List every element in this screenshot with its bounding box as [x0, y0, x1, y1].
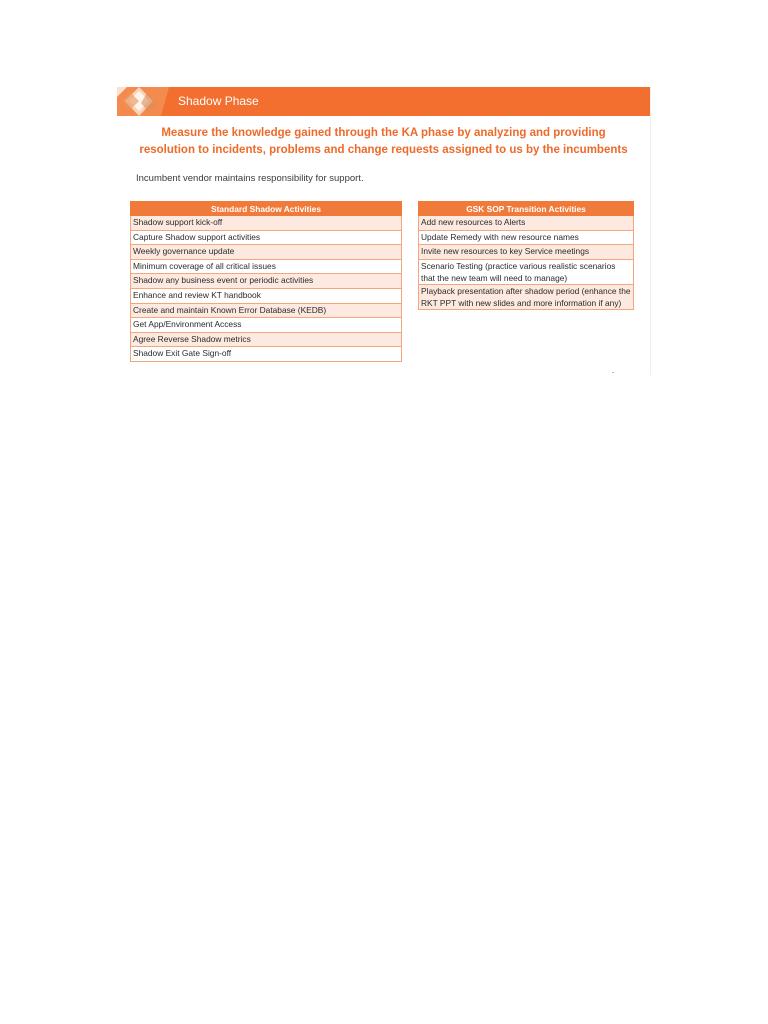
table-cell: Add new resources to Alerts — [419, 216, 634, 231]
standard-shadow-activities-table — [130, 201, 402, 362]
headline-line-1: Measure the knowledge gained through the KA phase by analyzing and providing — [161, 127, 606, 139]
table-cell: Capture Shadow support activities — [131, 230, 402, 245]
table-row — [131, 318, 402, 333]
table-cell: Create and maintain Known Error Database (KEDB) — [131, 303, 402, 318]
table-cell: Shadow Exit Gate Sign-off — [131, 347, 402, 362]
table-row — [419, 259, 634, 284]
table-header: GSK SOP Transition Activities — [419, 202, 634, 216]
table-row — [131, 274, 402, 289]
table-row — [131, 259, 402, 274]
page-title: Shadow Phase — [178, 94, 259, 108]
table-row — [131, 347, 402, 362]
table-row — [131, 245, 402, 260]
table-row — [419, 216, 634, 231]
decorative-dot — [612, 372, 614, 373]
table-row — [131, 332, 402, 347]
table-cell: Minimum coverage of all critical issues — [131, 259, 402, 274]
header-bar — [117, 87, 650, 116]
table-row — [419, 245, 634, 260]
subtext: Incumbent vendor maintains responsibility for support. — [136, 173, 364, 184]
table-cell: Get App/Environment Access — [131, 318, 402, 333]
gsk-sop-transition-activities-table — [418, 201, 634, 310]
table-cell: Enhance and review KT handbook — [131, 288, 402, 303]
table-cell: Shadow any business event or periodic activities — [131, 274, 402, 289]
headline — [117, 125, 650, 159]
table-cell: Weekly governance update — [131, 245, 402, 260]
table-row — [131, 288, 402, 303]
table-cell: Invite new resources to key Service meetings — [419, 245, 634, 260]
table-cell: Shadow support kick-off — [131, 216, 402, 231]
table-row — [131, 230, 402, 245]
table-row — [131, 216, 402, 231]
table-cell: Update Remedy with new resource names — [419, 230, 634, 245]
table-row — [419, 284, 634, 309]
headline-line-2: resolution to incidents, problems and change requests assigned to us by the incumbents — [139, 144, 628, 156]
decorative-diamond-logo-icon — [117, 87, 169, 116]
slide — [117, 87, 651, 375]
table-row — [419, 230, 634, 245]
table-cell: Agree Reverse Shadow metrics — [131, 332, 402, 347]
table-cell: Scenario Testing (practice various realistic scenarios that the new team will need to manage) — [419, 259, 634, 284]
table-cell: Playback presentation after shadow period (enhance the RKT PPT with new slides and more information if any) — [419, 284, 634, 309]
table-row — [131, 303, 402, 318]
table-header: Standard Shadow Activities — [131, 202, 402, 216]
